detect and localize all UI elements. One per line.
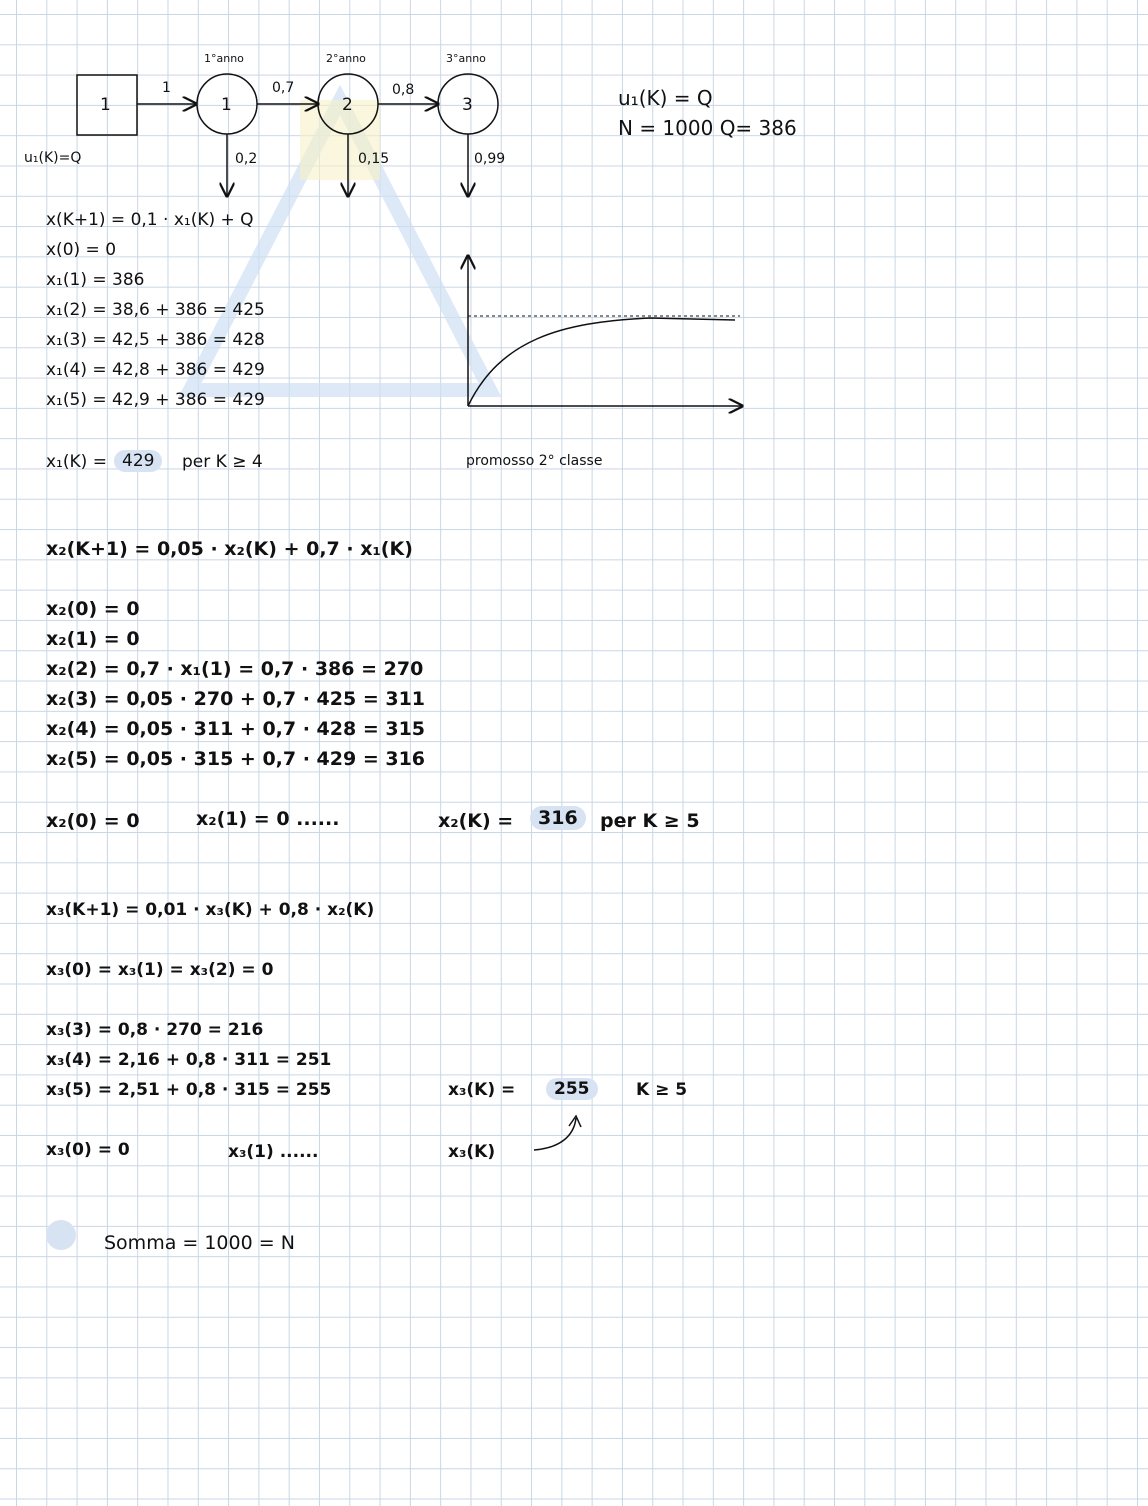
exit-1: 0,2 bbox=[235, 151, 258, 167]
exit-2: 0,15 bbox=[358, 151, 390, 167]
s2-line-5: x₂(5) = 0,05 · 315 + 0,7 · 429 = 316 bbox=[46, 748, 426, 770]
s3-zero-line: x₃(0) = x₃(1) = x₃(2) = 0 bbox=[46, 960, 274, 980]
s2-line-4: x₂(4) = 0,05 · 311 + 0,7 · 428 = 315 bbox=[46, 718, 426, 740]
s1-result-value: 429 bbox=[114, 450, 162, 472]
graph-caption: promosso 2° classe bbox=[466, 453, 603, 469]
s1-line-1: x(0) = 0 bbox=[46, 240, 117, 260]
s3-line-0: x₃(3) = 0,8 · 270 = 216 bbox=[46, 1020, 264, 1040]
s2-line-3: x₂(3) = 0,05 · 270 + 0,7 · 425 = 311 bbox=[46, 688, 426, 710]
s1-line-4: x₁(3) = 42,5 + 386 = 428 bbox=[46, 330, 265, 350]
s2-equation: x₂(K+1) = 0,05 · x₂(K) + 0,7 · x₁(K) bbox=[46, 538, 413, 560]
s3-equation: x₃(K+1) = 0,01 · x₃(K) + 0,8 · x₂(K) bbox=[46, 900, 375, 920]
s2-summary-b: x₂(1) = 0 ...... bbox=[196, 808, 340, 830]
year-label-1: 1°anno bbox=[204, 52, 244, 65]
s3-result-value: 255 bbox=[546, 1078, 598, 1100]
input-equation: u₁(K)=Q bbox=[24, 150, 82, 166]
s2-line-2: x₂(2) = 0,7 · x₁(1) = 0,7 · 386 = 270 bbox=[46, 658, 424, 680]
s3-result-suffix: K ≥ 5 bbox=[636, 1080, 688, 1100]
s3-line-1: x₃(4) = 2,16 + 0,8 · 311 = 251 bbox=[46, 1050, 332, 1070]
param-line-2: N = 1000 Q= 386 bbox=[618, 116, 797, 140]
param-line-1: u₁(K) = Q bbox=[618, 86, 713, 110]
s2-line-0: x₂(0) = 0 bbox=[46, 598, 140, 620]
s1-result-suffix: per K ≥ 4 bbox=[182, 452, 263, 472]
node-2-label: 2 bbox=[342, 95, 353, 115]
year-label-2: 2°anno bbox=[326, 52, 366, 65]
year-label-3: 3°anno bbox=[446, 52, 486, 65]
node-1-label: 1 bbox=[221, 95, 232, 115]
s3-result-prefix: x₃(K) = bbox=[448, 1080, 516, 1100]
s1-line-0: x(K+1) = 0,1 · x₁(K) + Q bbox=[46, 210, 254, 230]
transition-2-3: 0,8 bbox=[392, 82, 415, 98]
s2-result-suffix: per K ≥ 5 bbox=[600, 810, 700, 832]
input-arrow-label: 1 bbox=[162, 80, 171, 96]
total-bullet bbox=[46, 1220, 76, 1250]
total-line: Somma = 1000 = N bbox=[104, 1232, 295, 1254]
s3-summary-a: x₃(0) = 0 bbox=[46, 1140, 130, 1160]
s2-result-prefix: x₂(K) = bbox=[438, 810, 514, 832]
node-3-label: 3 bbox=[462, 95, 473, 115]
exit-3: 0,99 bbox=[474, 151, 506, 167]
s3-note: x₃(K) bbox=[448, 1142, 496, 1162]
s1-line-2: x₁(1) = 386 bbox=[46, 270, 145, 290]
s1-line-6: x₁(5) = 42,9 + 386 = 429 bbox=[46, 390, 265, 410]
s3-line-2: x₃(5) = 2,51 + 0,8 · 315 = 255 bbox=[46, 1080, 332, 1100]
s2-line-1: x₂(1) = 0 bbox=[46, 628, 140, 650]
s2-summary-a: x₂(0) = 0 bbox=[46, 810, 140, 832]
s1-line-3: x₁(2) = 38,6 + 386 = 425 bbox=[46, 300, 265, 320]
s1-result-prefix: x₁(K) = bbox=[46, 452, 107, 472]
input-box-label: 1 bbox=[100, 95, 111, 115]
s3-summary-b: x₃(1) ...... bbox=[228, 1142, 319, 1162]
s1-line-5: x₁(4) = 42,8 + 386 = 429 bbox=[46, 360, 265, 380]
transition-1-2: 0,7 bbox=[272, 80, 295, 96]
s2-result-value: 316 bbox=[530, 806, 586, 830]
